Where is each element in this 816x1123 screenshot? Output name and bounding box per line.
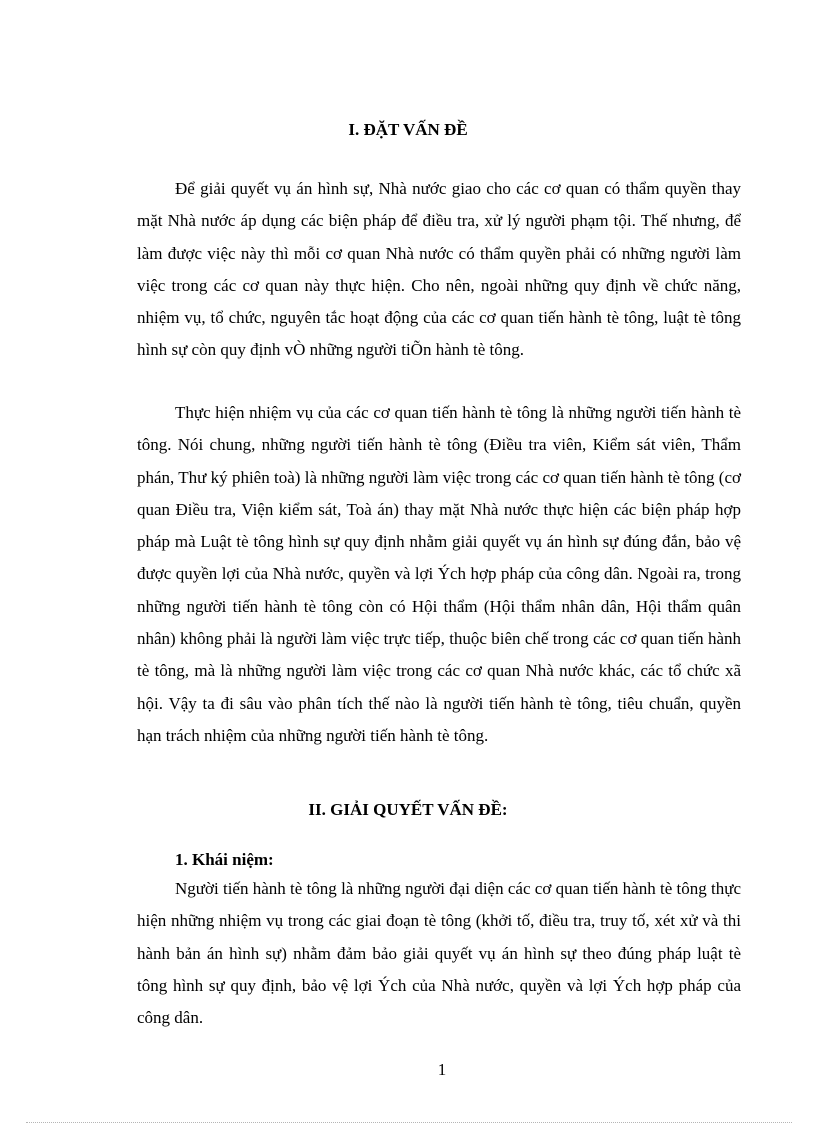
subheading-concept: 1. Khái niệm: bbox=[175, 850, 274, 869]
intro-paragraph-1: Để giải quyết vụ án hình sự, Nhà nước giao cho các cơ quan có thẩm quyền thay mặt Nhà nước áp dụng các biện pháp để điều tra, xử lý người phạm tội. Thế nhưng, để làm được việc này thì mỗi cơ quan Nhà nước có thẩm quyền phải có những người làm việc trong các cơ quan này thực hiện. Cho nên, ngoài những quy định về chức năng, nhiệm vụ, tổ chức, nguyên tắc hoạt động của các cơ quan tiến hành tè tông, luật tè tông hình sự còn quy định vÒ những người tiÕn hành tè tông. bbox=[137, 179, 741, 360]
intro-paragraph-2: Thực hiện nhiệm vụ của các cơ quan tiến hành tè tông là những người tiến hành tè tông. Nói chung, những người tiến hành tè tông (Điều tra viên, Kiểm sát viên, Thẩm phán, Thư ký phiên toà) là những người làm việc trong các cơ quan tiến hành tè tông (cơ quan Điều tra, Viện kiểm sát, Toà án) thay mặt Nhà nước thực hiện các biện pháp hợp pháp mà Luật tè tông hình sự quy định nhằm giải quyết vụ án hình sự đúng đắn, bảo vệ được quyền lợi của Nhà nước, quyền và lợi Ých hợp pháp của công dân. Ngoài ra, trong những người tiến hành tè tông còn có Hội thẩm (Hội thẩm nhân dân, Hội thẩm quân nhân) không phải là người làm việc trực tiếp, thuộc biên chế trong các cơ quan tiến hành tè tông, mà là những người làm việc trong các cơ quan Nhà nước khác, các tổ chức xã hội. Vậy ta đi sâu vào phân tích thế nào là người tiến hành tè tông, tiêu chuẩn, quyền hạn trách nhiệm của những người tiến hành tè tông. bbox=[137, 403, 741, 745]
concept-paragraph: Người tiến hành tè tông là những người đại diện các cơ quan tiến hành tè tông thực hiện những nhiệm vụ trong các giai đoạn tè tông (khởi tố, điều tra, truy tố, xét xử và thi hành bản án hình sự) nhằm đảm bảo giải quyết vụ án hình sự theo đúng pháp luật tè tông hình sự quy định, bảo vệ lợi Ých của Nhà nước, quyền và lợi Ých hợp pháp của công dân. bbox=[137, 879, 741, 1028]
section-heading-1: I. ĐẶT VẤN ĐỀ bbox=[348, 120, 468, 139]
section-heading-2: II. GIẢI QUYẾT VẤN ĐỀ: bbox=[308, 800, 508, 819]
page-number: 1 bbox=[437, 1060, 447, 1079]
